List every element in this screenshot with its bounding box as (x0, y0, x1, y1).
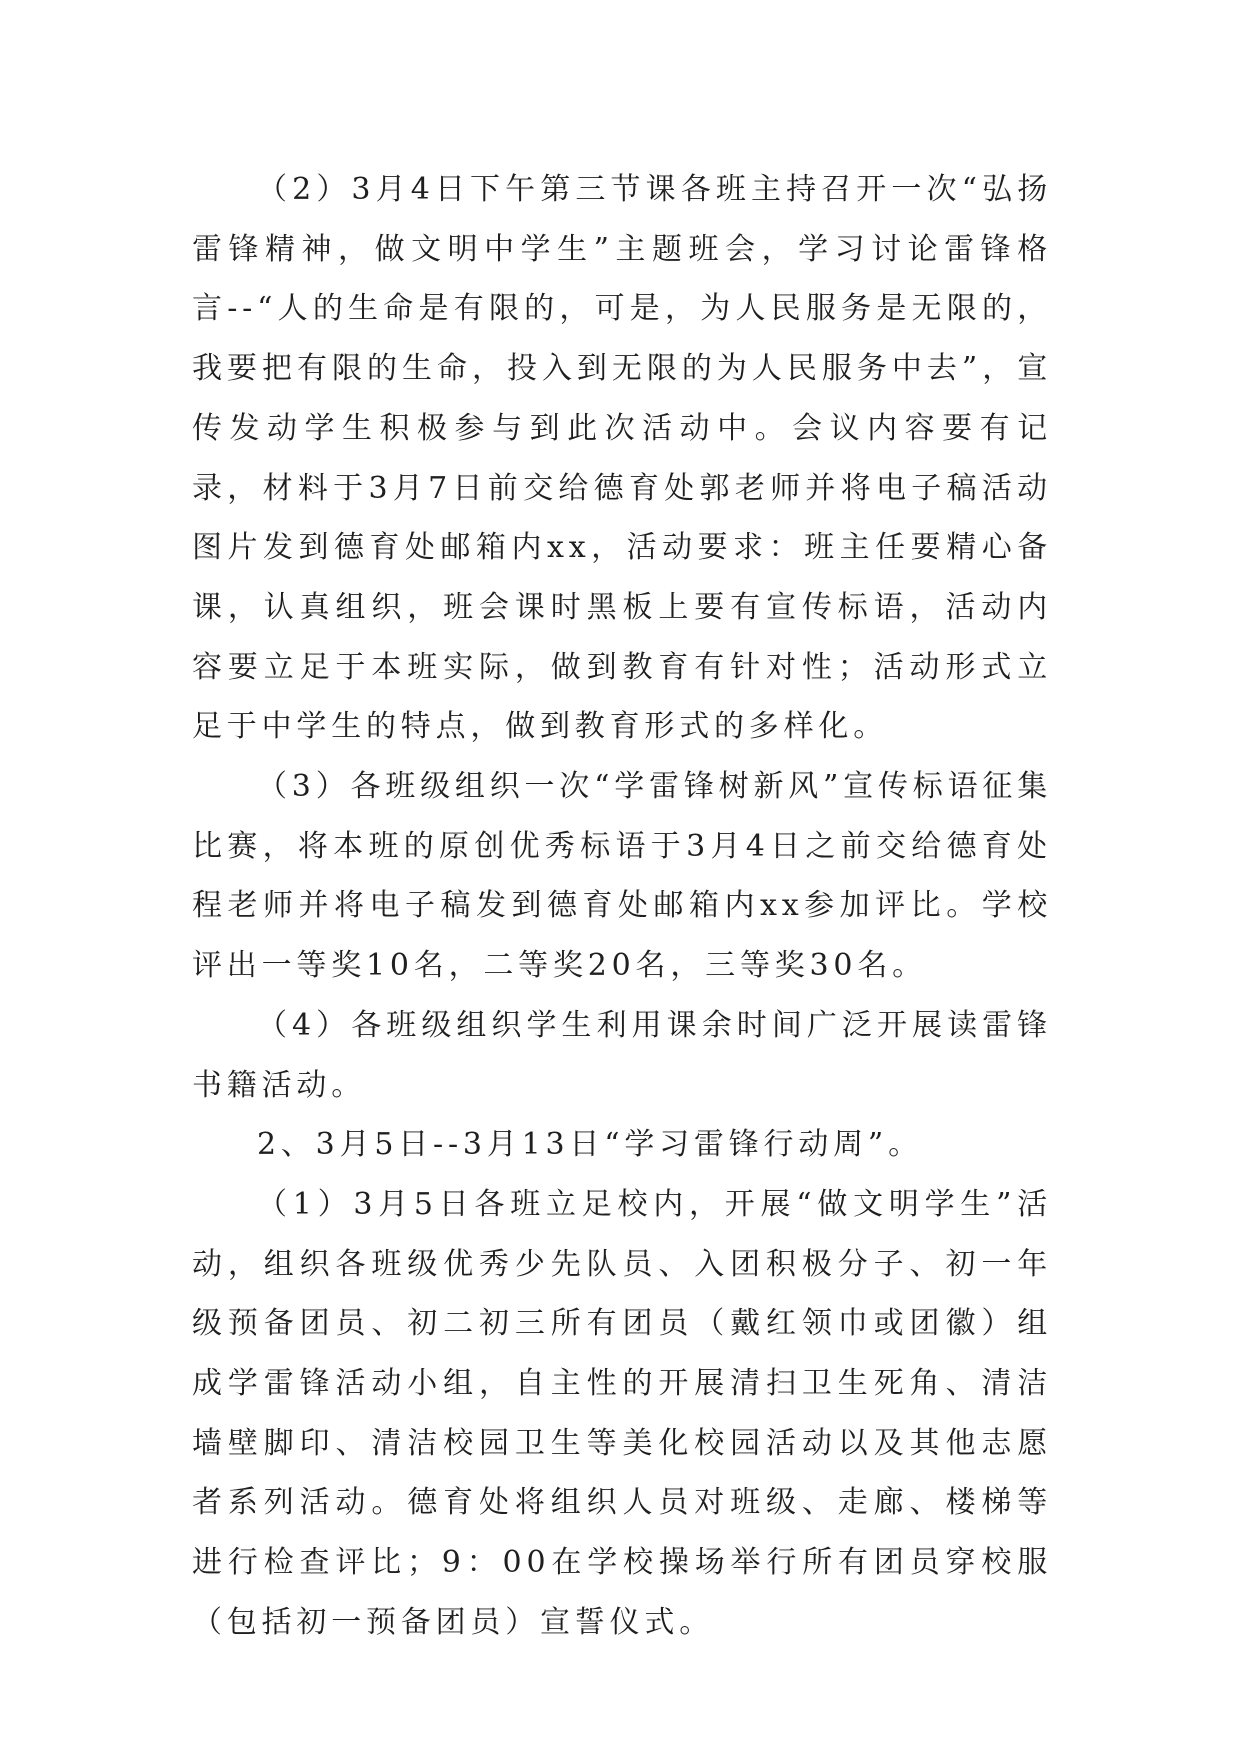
paragraph-action-week-heading: 2、3月5日--3月13日“学习雷锋行动周”。 (257, 1127, 923, 1163)
document-body (192, 160, 1052, 1653)
paragraph-civilized-student-activity: （1）3月5日各班立足校内，开展“做文明学生”活动，组织各班级优秀少先队员、入团积极分子、初一年级预备团员、初二初三所有团员（戴红领巾或团徽）组成学雷锋活动小组，自主性的开展清扫卫生死角、清洁墙壁脚印、清洁校园卫生等美化校园活动以及其他志愿者系列活动。德育处将组织人员对班级、走廊、楼梯等进行检查评比；9：00在学校操场举行所有团员穿校服（包括初一预备团员）宣誓仪式。 (192, 1186, 1052, 1640)
paragraph-reading-activity: （4）各班级组织学生利用课余时间广泛开展读雷锋书籍活动。 (192, 1007, 1052, 1103)
paragraph-class-meeting: （2）3月4日下午第三节课各班主持召开一次“弘扬雷锋精神，做文明中学生”主题班会，学习讨论雷锋格言--“人的生命是有限的，可是，为人民服务是无限的，我要把有限的生命，投入到无限的为人民服务中去”，宣传发动学生积极参与到此次活动中。会议内容要有记录，材料于3月7日前交给德育处郭老师并将电子稿活动图片发到德育处邮箱内xx，活动要求：班主任要精心备课，认真组织，班会课时黑板上要有宣传标语，活动内容要立足于本班实际，做到教育有针对性；活动形式立足于中学生的特点，做到教育形式的多样化。 (192, 172, 1052, 745)
paragraph-slogan-contest: （3）各班级组织一次“学雷锋树新风”宣传标语征集比赛，将本班的原创优秀标语于3月4日之前交给德育处程老师并将电子稿发到德育处邮箱内xx参加评比。学校评出一等奖10名，二等奖20名，三等奖30名。 (192, 769, 1052, 984)
